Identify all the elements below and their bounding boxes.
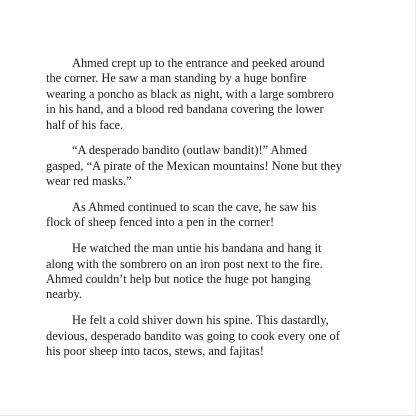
text-line: devious, desperado bandito was going to cook every one of <box>46 328 340 343</box>
text-line: the corner. He saw a man standing by a huge bonfire <box>46 71 307 86</box>
paragraph-4 <box>46 241 370 303</box>
text-line: along with the sombrero on an iron post next to the fire. <box>46 256 323 271</box>
text-line: flock of sheep fenced into a pen in the corner! <box>46 215 275 230</box>
paragraph-5 <box>46 313 370 359</box>
paragraph-2 <box>46 143 370 189</box>
text-line: Ahmed couldn’t help but notice the huge pot hanging <box>46 272 311 287</box>
text-line: He felt a cold shiver down his spine. This dastardly, <box>72 313 329 328</box>
paragraph-3 <box>46 200 370 231</box>
text-line: As Ahmed continued to scan the cave, he saw his <box>72 200 317 215</box>
paragraph-1 <box>46 56 370 133</box>
text-line: in his hand, and a blood red bandana covering the lower <box>46 102 324 117</box>
text-line: half of his face. <box>46 117 124 132</box>
text-line: gasped, “A pirate of the Mexican mountains! None but they <box>46 158 342 173</box>
text-line: nearby. <box>46 287 83 302</box>
text-line: his poor sheep into tacos, stews, and fajitas! <box>46 344 264 359</box>
text-line: wearing a poncho as black as night, with a large sombrero <box>46 86 334 101</box>
text-line: He watched the man untie his bandana and hang it <box>72 241 322 256</box>
text-line: Ahmed crept up to the entrance and peeked around <box>72 56 325 70</box>
text-line: “A desperado bandito (outlaw bandit)!” Ahmed <box>72 143 308 158</box>
story-text <box>46 56 370 370</box>
text-line: wear red masks.” <box>46 174 132 189</box>
